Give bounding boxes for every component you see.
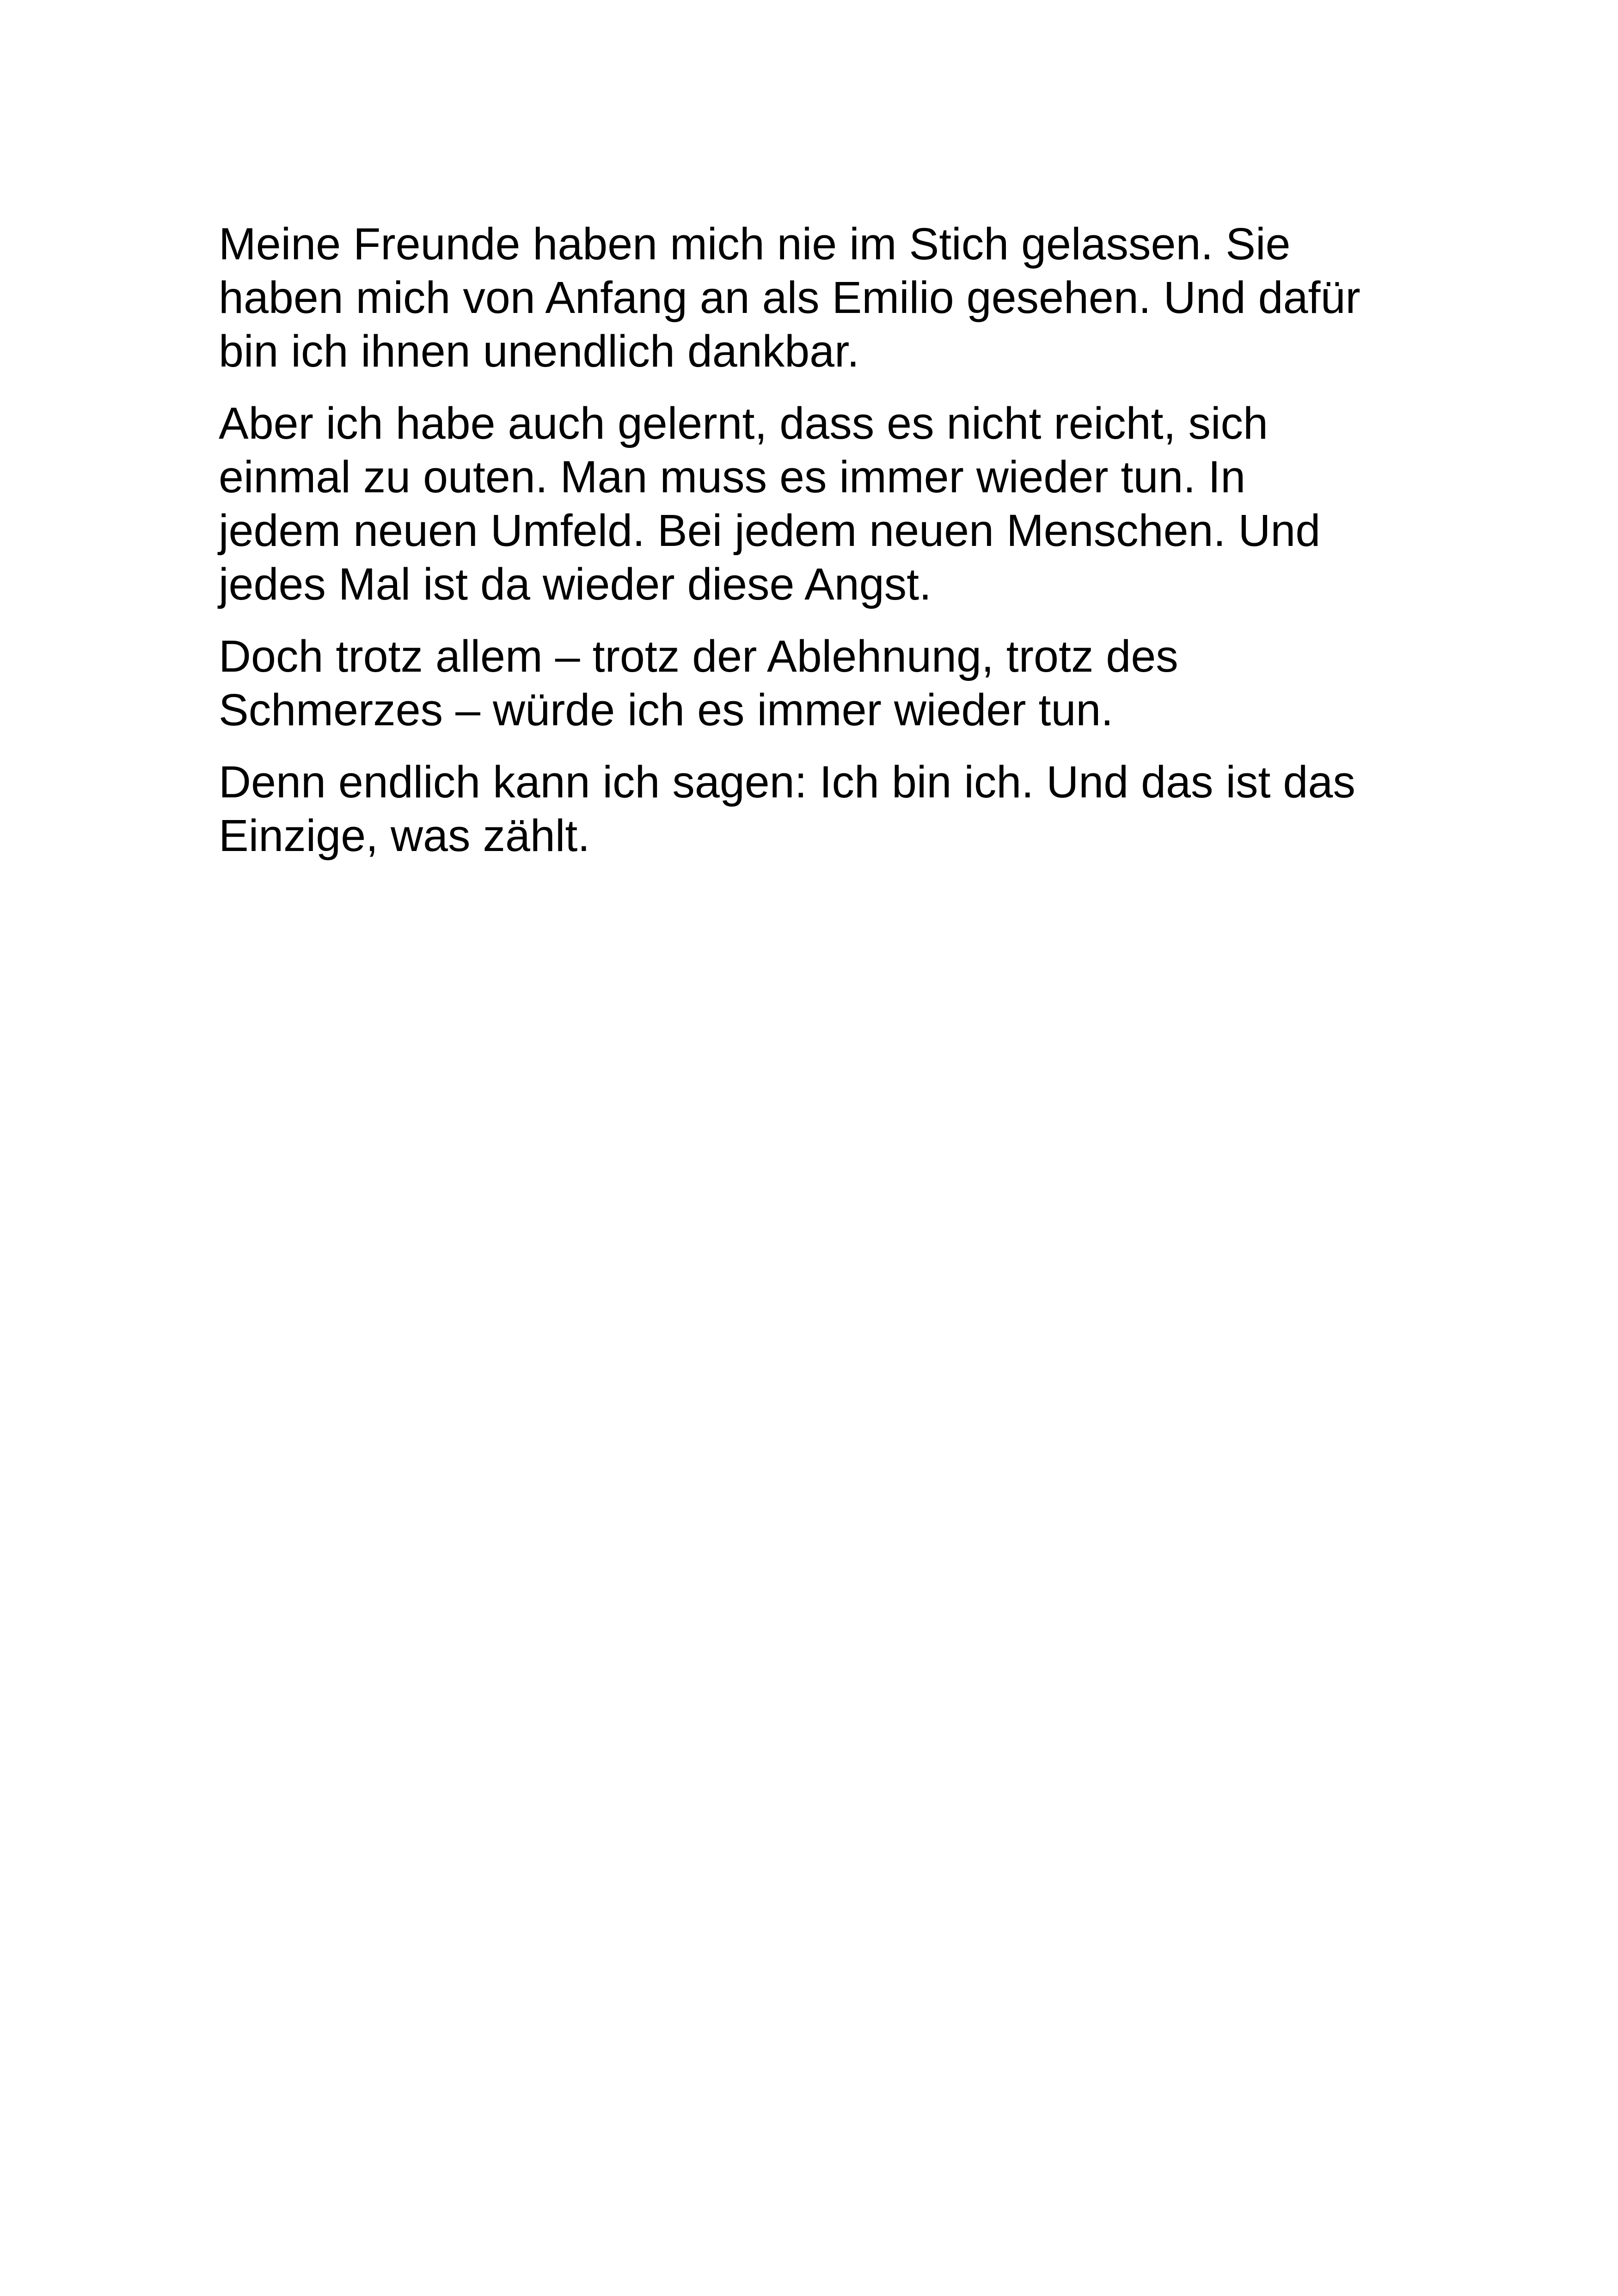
paragraph-3 [219, 630, 1439, 737]
text-line: Meine Freunde haben mich nie im Stich gelassen. Sie [219, 219, 1291, 269]
paragraph-2 [219, 397, 1439, 611]
text-line: Einzige, was zählt. [219, 810, 590, 861]
text-line: Aber ich habe auch gelernt, dass es nicht reicht, sich [219, 398, 1268, 448]
text-line: Schmerzes – würde ich es immer wieder tun. [219, 685, 1114, 735]
text-line: bin ich ihnen unendlich dankbar. [219, 326, 859, 376]
paragraph-4 [219, 755, 1439, 863]
text-line: einmal zu outen. Man muss es immer wieder tun. In [219, 452, 1246, 502]
text-line: haben mich von Anfang an als Emilio gesehen. Und dafür [219, 272, 1361, 323]
paragraph-1 [219, 217, 1439, 378]
text-line: jedes Mal ist da wieder diese Angst. [219, 559, 932, 609]
text-line: jedem neuen Umfeld. Bei jedem neuen Menschen. Und [219, 505, 1321, 556]
body-text [219, 217, 1439, 881]
text-line: Doch trotz allem – trotz der Ablehnung, trotz des [219, 631, 1178, 681]
text-line: Denn endlich kann ich sagen: Ich bin ich. Und das ist das [219, 757, 1355, 807]
